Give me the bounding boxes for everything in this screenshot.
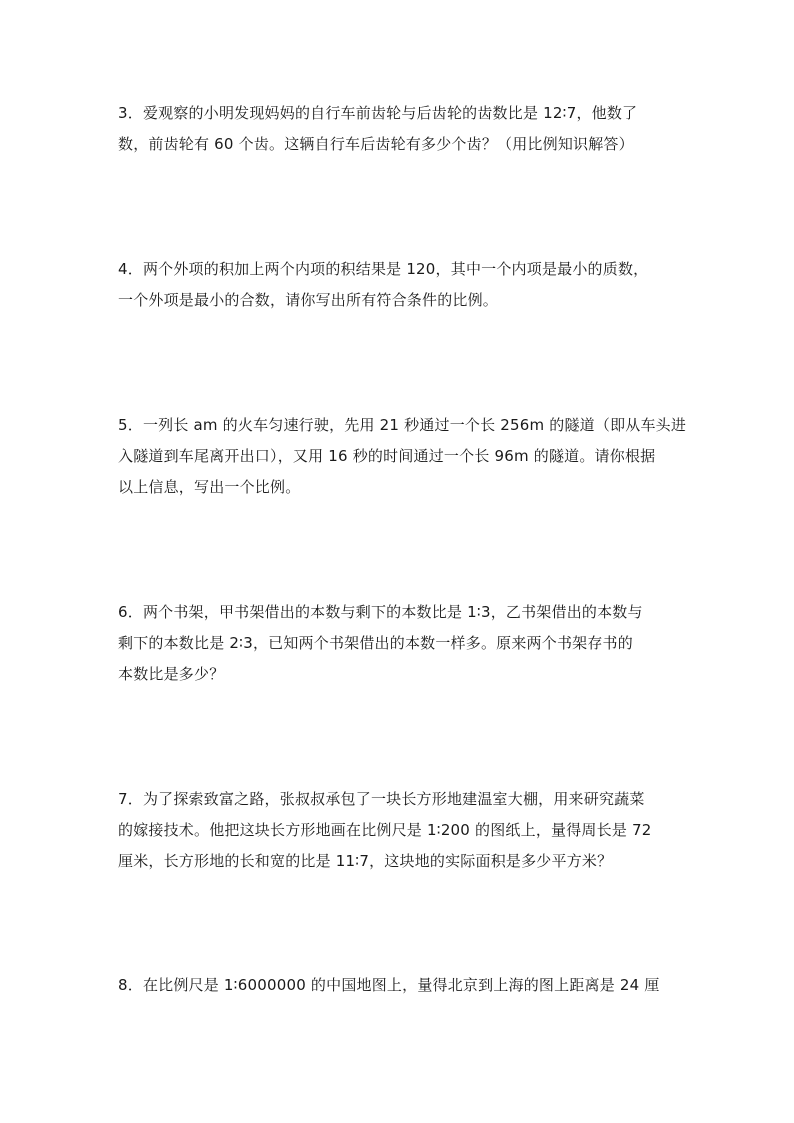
problem-6-line-2: 剩下的本数比是 2∶3，已知两个书架借出的本数一样多。原来两个书架存书的 bbox=[118, 634, 633, 652]
problem-7-line-2: 的嫁接技术。他把这块长方形地画在比例尺是 1∶200 的图纸上，量得周长是 72 bbox=[118, 821, 652, 839]
problem-4-line-2: 一个外项是最小的合数，请你写出所有符合条件的比例。 bbox=[118, 291, 499, 309]
problem-3-line-1: 3．爱观察的小明发现妈妈的自行车前齿轮与后齿轮的齿数比是 12∶7，他数了 bbox=[118, 104, 638, 122]
problem-5-line-2: 入隧道到车尾离开出口），又用 16 秒的时间通过一个长 96m 的隧道。请你根据 bbox=[118, 447, 656, 465]
problem-5-line-3: 以上信息，写出一个比例。 bbox=[118, 478, 301, 496]
problem-8-line-1: 8．在比例尺是 1∶6000000 的中国地图上，量得北京到上海的图上距离是 24 厘 bbox=[118, 976, 660, 994]
problem-3-line-2: 数，前齿轮有 60 个齿。这辆自行车后齿轮有多少个齿？（用比例知识解答） bbox=[118, 135, 634, 153]
problem-6-line-3: 本数比是多少？ bbox=[118, 665, 225, 683]
problem-5-line-1: 5．一列长 am 的火车匀速行驶，先用 21 秒通过一个长 256m 的隧道（即从车头进 bbox=[118, 416, 687, 434]
problem-6-line-1: 6．两个书架，甲书架借出的本数与剩下的本数比是 1∶3，乙书架借出的本数与 bbox=[118, 603, 643, 621]
problem-7-line-3: 厘米，长方形地的长和宽的比是 11∶7，这块地的实际面积是多少平方米？ bbox=[118, 852, 613, 870]
problem-7-line-1: 7．为了探索致富之路，张叔叔承包了一块长方形地建温室大棚，用来研究蔬菜 bbox=[118, 790, 645, 808]
problem-4-line-1: 4．两个外项的积加上两个内项的积结果是 120，其中一个内项是最小的质数， bbox=[118, 260, 649, 278]
